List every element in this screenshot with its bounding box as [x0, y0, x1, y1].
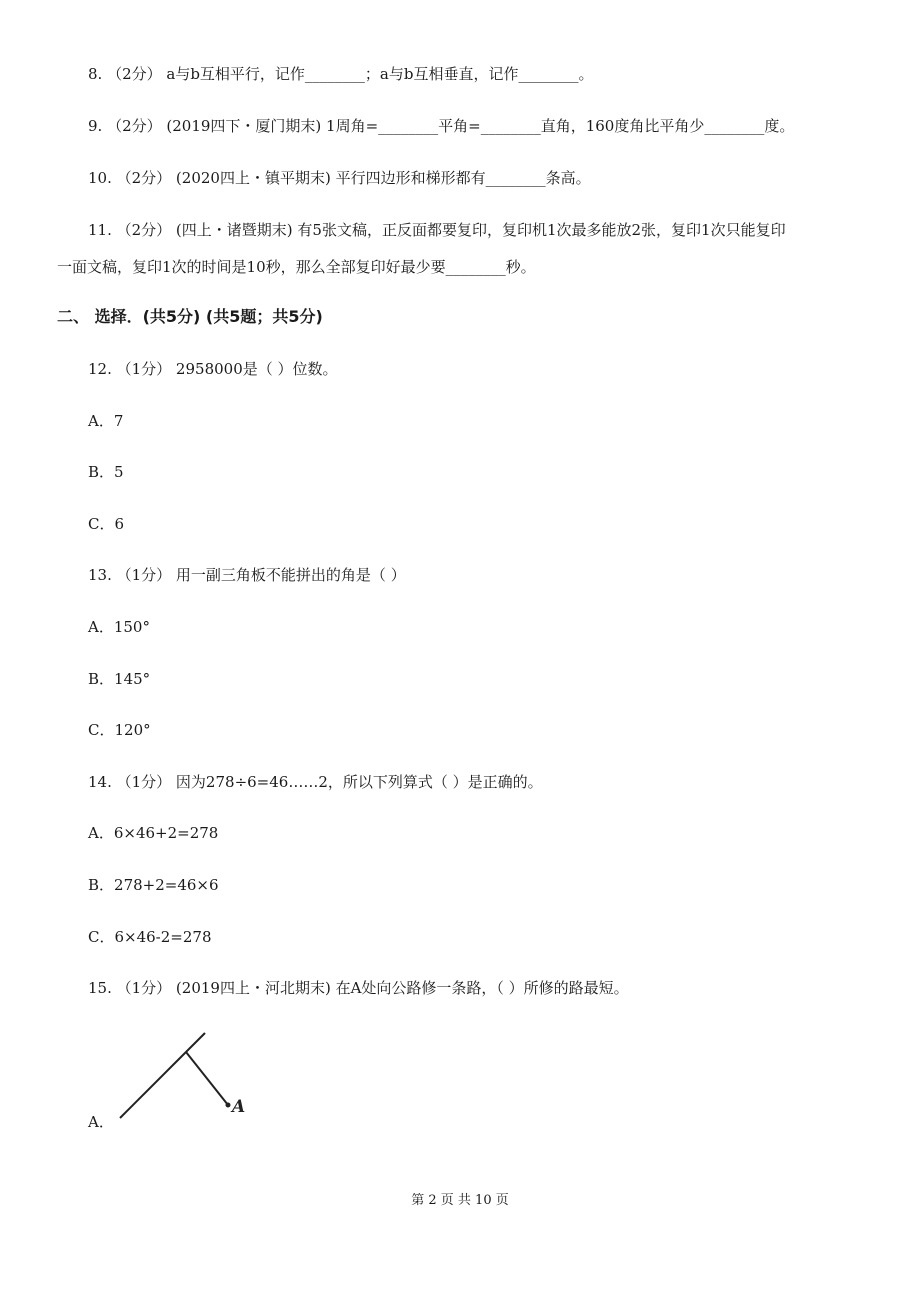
- question-14-stem: 14. （1分） 因为278÷6=46……2，所以下列算式（ ）是正确的。: [88, 773, 543, 791]
- question-10: 10. （2分） (2020四上・镇平期末) 平行四边形和梯形都有________条高。: [88, 169, 591, 187]
- question-8: 8. （2分） a与b互相平行，记作________；a与b互相垂直，记作________。: [88, 65, 594, 83]
- question-13-option-c: C．120°: [88, 721, 151, 739]
- road-line: [120, 1033, 205, 1118]
- question-14-option-a: A．6×46+2=278: [88, 824, 219, 842]
- question-13-stem: 13. （1分） 用一副三角板不能拼出的角是（ ）: [88, 566, 406, 584]
- question-13-option-b: B．145°: [88, 670, 151, 688]
- question-14-option-b: B．278+2=46×6: [88, 876, 219, 894]
- question-12-option-a: A．7: [88, 412, 124, 430]
- question-11-line-1: 11. （2分） (四上・诸暨期末) 有5张文稿，正反面都要复印，复印机1次最多能放2张，复印1次只能复印: [88, 221, 786, 239]
- section-2-title: 二、 选择．(共5分) (共5题；共5分): [57, 307, 323, 326]
- page-footer: 第 2 页 共 10 页: [411, 1193, 509, 1208]
- question-12-option-c: C．6: [88, 515, 125, 533]
- point-a-label: A: [232, 1097, 246, 1117]
- question-12-stem: 12. （1分） 2958000是（ ）位数。: [88, 360, 338, 378]
- question-15-stem: 15. （1分） (2019四上・河北期末) 在A处向公路修一条路，（ ）所修的路最短。: [88, 979, 629, 997]
- question-11-line-2: 一面文稿，复印1次的时间是10秒，那么全部复印好最少要________秒。: [57, 258, 536, 276]
- question-12-option-b: B．5: [88, 463, 124, 481]
- path-line: [186, 1052, 228, 1105]
- question-15-option-a: A．: [88, 1113, 114, 1131]
- question-9: 9. （2分） (2019四下・厦门期末) 1周角=________平角=________直角，160度角比平角少________度。: [88, 117, 795, 135]
- question-13-option-a: A．150°: [88, 618, 150, 636]
- road-diagram: [110, 1028, 260, 1128]
- point-a-dot: [226, 1103, 231, 1108]
- question-14-option-c: C．6×46-2=278: [88, 928, 212, 946]
